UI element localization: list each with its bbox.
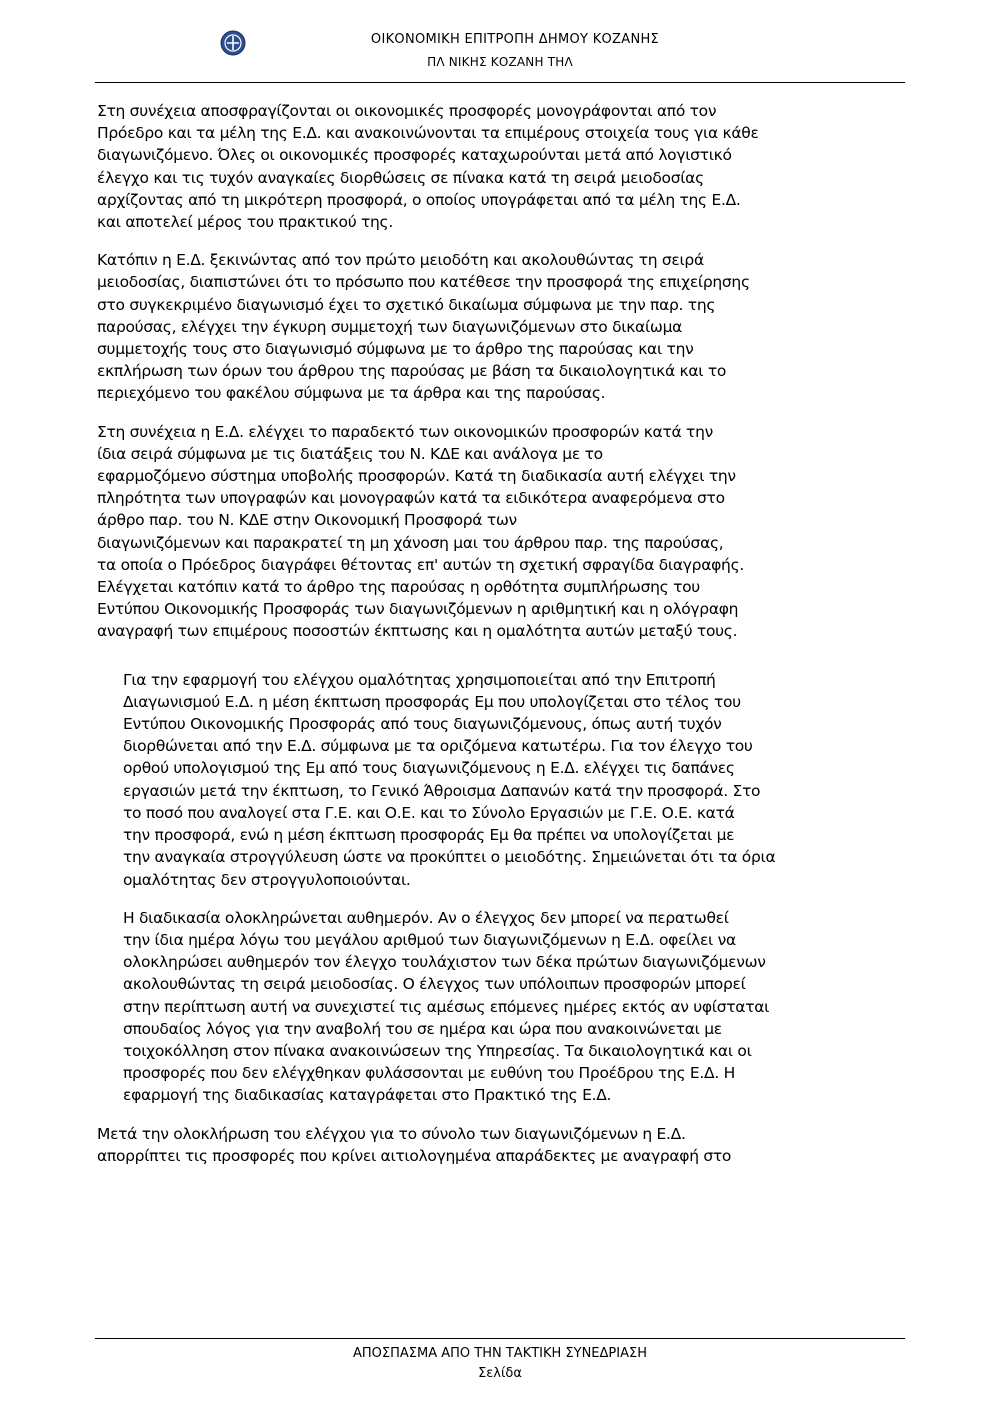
text-line: Στη συνέχεια η Ε.Δ. ελέγχει το παραδεκτό των οικονομικών προσφορών κατά την (97, 422, 713, 441)
paragraph-same-day-procedure (123, 907, 903, 1107)
text-line: εφαρμοζόμενο σύστημα υποβολής προσφορών. Κατά τη διαδικασία αυτή ελέγχει την (97, 467, 736, 486)
text-line: διαγωνιζόμενο. Όλες οι οικονομικές προσφορές καταχωρούνται μετά από λογιστικό (97, 146, 732, 165)
text-line: το ποσό που αναλογεί στα Γ.Ε. και Ο.Ε. και το Σύνολο Εργασιών με Γ.Ε. Ο.Ε. κατά (123, 803, 735, 822)
text-line: στην περίπτωση αυτή να συνεχιστεί τις αμέσως επόμενες ημέρες εκτός αν υφίσταται (123, 997, 770, 1016)
text-line: διαγωνιζόμενων και παρακρατεί τη μη χάνοση μαι του άρθρου παρ. της παρούσας, (97, 533, 724, 552)
text-line: Εντύπου Οικονομικής Προσφοράς των διαγωνιζόμενων η αριθμητική και η ολόγραφη (97, 600, 739, 619)
footer-title: ΑΠΟΣΠΑΣΜΑ ΑΠΟ ΤΗΝ ΤΑΚΤΙΚΗ ΣΥΝΕΔΡΙΑΣΗ (353, 1346, 647, 1361)
header-title: ΟΙΚΟΝΟΜΙΚΗ ΕΠΙΤΡΟΠΗ ΔΗΜΟΥ ΚΟΖΑΝΗΣ (370, 32, 660, 47)
text-line: την ίδια ημέρα λόγω του μεγάλου αριθμού των διαγωνιζόμενων η Ε.Δ. οφείλει να (123, 930, 736, 949)
text-line: ακολουθώντας τη σειρά μειοδοσίας. Ο έλεγχος των υπόλοιπων προσφορών μπορεί (123, 975, 746, 994)
text-line: περιεχόμενο του φακέλου σύμφωνα με τα άρθρα και της παρούσας. (97, 384, 606, 403)
text-line: συμμετοχής τους στο διαγωνισμό σύμφωνα με το άρθρο της παρούσας και την (97, 340, 694, 359)
text-line: αναγραφή των επιμέρους ποσοστών έκπτωσης και η ομαλότητα αυτών μεταξύ τους. (97, 622, 738, 641)
paragraph-admissibility-check (97, 421, 903, 643)
text-line: την προσφορά, ενώ η μέση έκπτωση προσφοράς Εμ θα πρέπει να υπολογίζεται με (123, 826, 735, 845)
text-line: Η διαδικασία ολοκληρώνεται αυθημερόν. Αν ο έλεγχος δεν μπορεί να περατωθεί (123, 908, 729, 927)
text-line: πληρότητα των υπογραφών και μονογραφών κατά τα ειδικότερα αναφερόμενα στο (97, 489, 725, 508)
text-line: εργασιών μετά την έκπτωση, το Γενικό Άθροισμα Δαπανών κατά την προσφορά. Στο (123, 781, 761, 800)
text-line: εκπλήρωση των όρων του άρθρου της παρούσας με βάση τα δικαιολογητικά και το (97, 362, 727, 381)
text-line: εφαρμογή της διαδικασίας καταγράφεται στο Πρακτικό της Ε.Δ. (123, 1086, 612, 1105)
text-line: σπουδαίος λόγος για την αναβολή του σε ημέρα και ώρα που ανακοινώνεται με (123, 1019, 722, 1038)
document-body (97, 100, 903, 1183)
text-line: ίδια σειρά σύμφωνα με τις διατάξεις του Ν. ΚΔΕ και ανάλογα με το (97, 444, 603, 463)
text-line: προσφορές που δεν ελέγχθηκαν φυλάσσονται με ευθύνη του Προέδρου της Ε.Δ. Η (123, 1064, 735, 1083)
page-number-label: Σελίδα (478, 1366, 522, 1381)
text-line: Κατόπιν η Ε.Δ. ξεκινώντας από τον πρώτο μειοδότη και ακολουθώντας τη σειρά (97, 251, 704, 270)
text-line: απορρίπτει τις προσφορές που κρίνει αιτιολογημένα απαράδεκτες με αναγραφή στο (97, 1146, 732, 1165)
text-line: Διαγωνισμού Ε.Δ. η μέση έκπτωση προσφοράς Εμ που υπολογίζεται στο τέλος του (123, 692, 741, 711)
text-line: τοιχοκόλληση στον πίνακα ανακοινώσεων της Υπηρεσίας. Τα δικαιολογητικά και οι (123, 1041, 752, 1060)
text-line: ολοκληρώσει αυθημερόν τον έλεγχο τουλάχιστον των δέκα πρώτων διαγωνιζόμενων (123, 953, 766, 972)
page-footer (0, 1338, 1000, 1398)
paragraph-eligibility-check (97, 249, 903, 404)
text-line: παρούσας, ελέγχει την έγκυρη συμμετοχή των διαγωνιζόμενων στο δικαίωμα (97, 317, 683, 336)
text-line: την αναγκαία στρογγύλευση ώστε να προκύπτει ο μειοδότης. Σημειώνεται ότι τα όρια (123, 848, 776, 867)
text-line: άρθρο παρ. του Ν. ΚΔΕ στην Οικονομική Προσφορά των (97, 511, 517, 530)
paragraph-opening-offers (97, 100, 903, 233)
text-line: έλεγχο και τις τυχόν αναγκαίες διορθώσεις σε πίνακα κατά τη σειρά μειοδοσίας (97, 168, 704, 187)
text-line: στο συγκεκριμένο διαγωνισμό έχει το σχετικό δικαίωμα σύμφωνα με την παρ. της (97, 295, 716, 314)
text-line: και αποτελεί μέρος του πρακτικού της. (97, 213, 393, 232)
text-line: διορθώνεται από την Ε.Δ. σύμφωνα με τα οριζόμενα κατωτέρω. Για τον έλεγχο του (123, 737, 753, 756)
text-line: Μετά την ολοκλήρωση του ελέγχου για το σύνολο των διαγωνιζόμενων η Ε.Δ. (97, 1124, 686, 1143)
footer-divider (95, 1338, 905, 1339)
text-line: Ελέγχεται κατόπιν κατά το άρθρο της παρούσας η ορθότητα συμπλήρωσης του (97, 578, 700, 597)
header-divider (95, 82, 905, 83)
text-line: Στη συνέχεια αποσφραγίζονται οι οικονομικές προσφορές μονογράφονται από τον (97, 102, 717, 120)
text-line: Για την εφαρμογή του ελέγχου ομαλότητας χρησιμοποιείται από την Επιτροπή (123, 670, 716, 689)
text-line: αρχίζοντας από τη μικρότερη προσφορά, ο οποίος υπογράφεται από τα μέλη της Ε.Δ. (97, 190, 741, 209)
text-line: μειοδοσίας, διαπιστώνει ότι το πρόσωπο που κατέθεσε την προσφορά της επιχείρησης (97, 273, 750, 292)
page-header (0, 28, 1000, 88)
text-line: Πρόεδρο και τα μέλη της Ε.Δ. και ανακοινώνονται τα επιμέρους στοιχεία τους για κάθε (97, 124, 759, 143)
header-subtitle: ΠΛ ΝΙΚΗΣ ΚΟΖΑΝΗ ΤΗΛ (427, 55, 573, 69)
paragraph-rejection (97, 1123, 903, 1167)
text-line: τα οποία ο Πρόεδρος διαγράφει θέτοντας επ' αυτών τη σχετική σφραγίδα διαγραφής. (97, 555, 744, 574)
text-line: Εντύπου Οικονομικής Προσφοράς από τους διαγωνιζόμενους, όπως αυτή τυχόν (123, 715, 722, 734)
text-line: ομαλότητας δεν στρογγυλοποιούνται. (123, 870, 411, 889)
paragraph-regularity-check (123, 669, 903, 891)
text-line: ορθού υπολογισμού της Εμ από τους διαγωνιζόμενους η Ε.Δ. ελέγχει τις δαπάνες (123, 759, 735, 778)
